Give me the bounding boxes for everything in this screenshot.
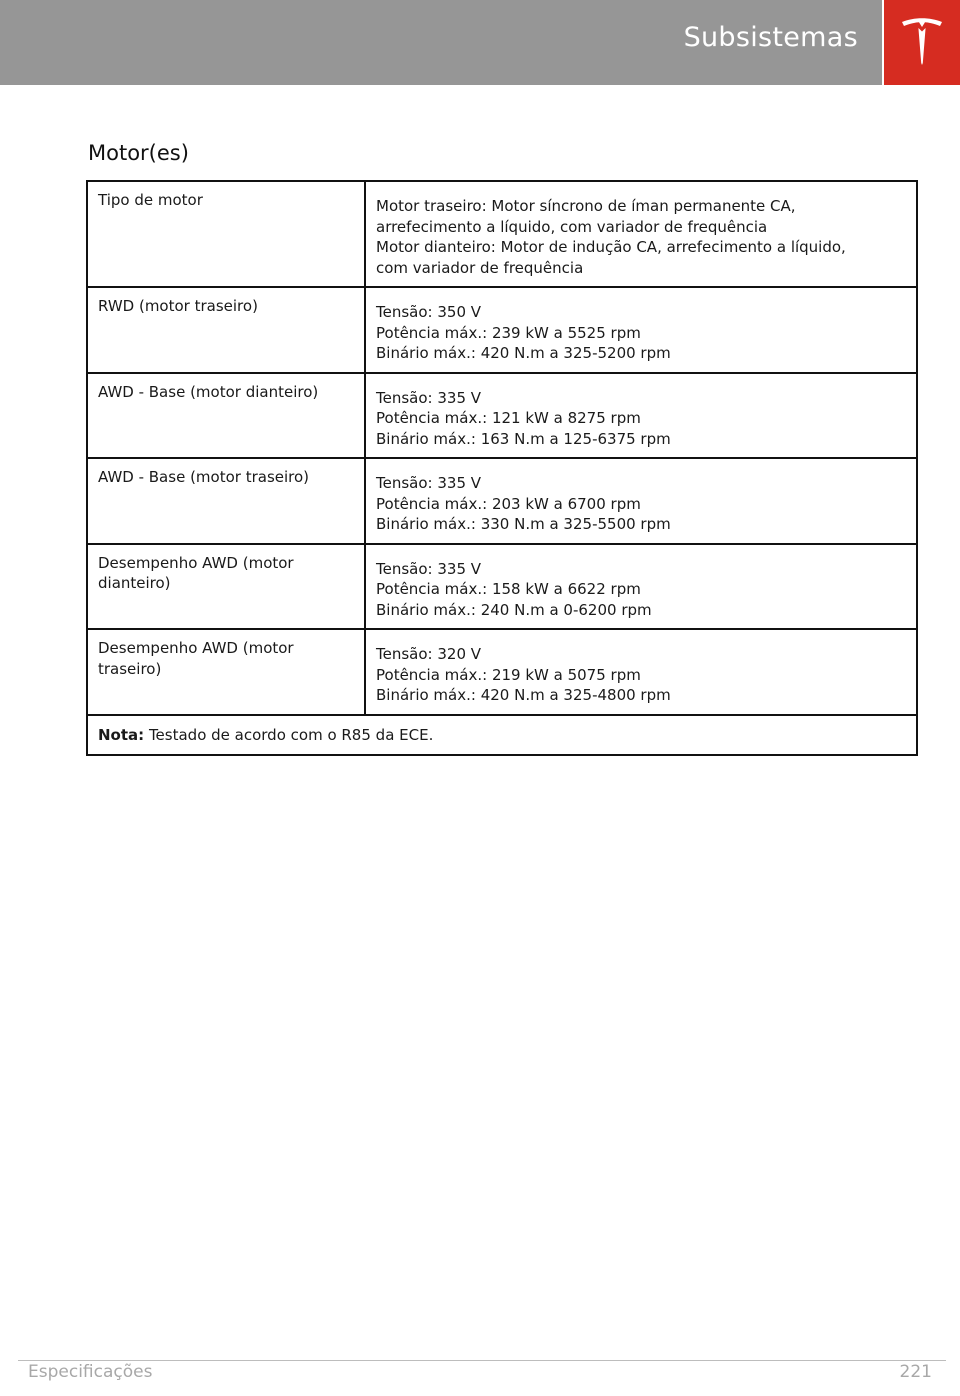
motor-spec-table — [86, 180, 918, 756]
table-row — [87, 544, 917, 630]
value-line: Tensão: 335 V — [376, 559, 482, 578]
value-line: Potência máx.: 121 kW a 8275 rpm — [376, 409, 641, 427]
footer-page-number: 221 — [899, 1362, 932, 1382]
table-row — [87, 629, 917, 715]
value-line: Tensão: 350 V — [376, 303, 482, 321]
value-line: Tensão: 335 V — [376, 474, 482, 492]
value-line: Binário máx.: 420 N.m a 325-4800 rpm — [376, 686, 671, 704]
header-title: Subsistemas — [683, 22, 858, 53]
row-value — [365, 181, 917, 287]
value-line: Tensão: 335 V — [376, 388, 482, 407]
table-row — [87, 287, 917, 373]
row-value — [365, 373, 917, 459]
table-row — [87, 458, 917, 544]
table-row — [87, 373, 917, 459]
note-text: Testado de acordo com o R85 da ECE. — [148, 725, 434, 744]
row-value — [365, 287, 917, 373]
value-line: Potência máx.: 219 kW a 5075 rpm — [376, 665, 641, 684]
note-row — [87, 715, 917, 756]
row-label: AWD - Base (motor dianteiro) — [87, 373, 365, 459]
footer-section-name: Especificações — [28, 1362, 153, 1382]
value-line: com variador de frequência — [376, 258, 584, 277]
value-line: Motor dianteiro: Motor de indução CA, arrefecimento a líquido, — [376, 238, 846, 256]
note-cell — [87, 715, 917, 756]
table-row — [87, 181, 917, 287]
section-title: Motor(es) — [88, 141, 189, 165]
row-label: Desempenho AWD (motor dianteiro) — [87, 544, 365, 630]
value-line: Binário máx.: 330 N.m a 325-5500 rpm — [376, 515, 671, 533]
row-label: RWD (motor traseiro) — [87, 287, 365, 373]
value-line: Binário máx.: 420 N.m a 325-5200 rpm — [376, 344, 671, 362]
header-bar — [0, 0, 882, 85]
value-line: Tensão: 320 V — [376, 645, 482, 663]
row-value — [365, 544, 917, 630]
value-line: Potência máx.: 158 kW a 6622 rpm — [376, 580, 641, 598]
logo-box — [884, 0, 960, 85]
row-label: AWD - Base (motor traseiro) — [87, 458, 365, 544]
value-line: arrefecimento a líquido, com variador de frequência — [376, 217, 768, 236]
row-label: Desempenho AWD (motor traseiro) — [87, 629, 365, 715]
value-line: Potência máx.: 203 kW a 6700 rpm — [376, 494, 641, 513]
row-value — [365, 458, 917, 544]
tesla-logo-icon — [900, 16, 944, 66]
value-line: Potência máx.: 239 kW a 5525 rpm — [376, 323, 641, 342]
value-line: Motor traseiro: Motor síncrono de íman permanente CA, — [376, 197, 796, 215]
footer-divider — [18, 1360, 946, 1361]
note-label: Nota: — [98, 725, 145, 744]
row-value — [365, 629, 917, 715]
row-label: Tipo de motor — [87, 181, 365, 287]
spec-table-body — [87, 181, 917, 755]
value-line: Binário máx.: 163 N.m a 125-6375 rpm — [376, 429, 671, 448]
value-line: Binário máx.: 240 N.m a 0-6200 rpm — [376, 600, 652, 619]
